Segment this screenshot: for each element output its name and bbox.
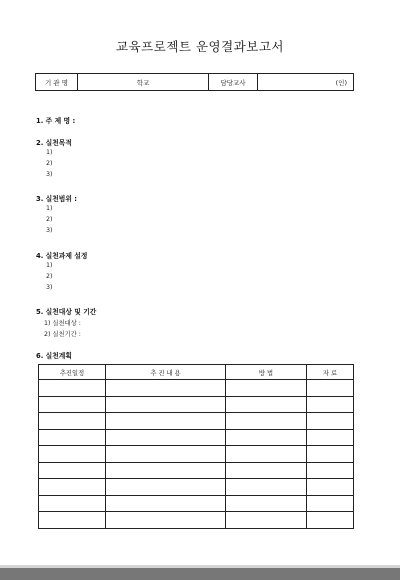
table-cell[interactable] xyxy=(39,495,106,512)
section-3-item-3: 3) xyxy=(46,227,53,234)
section-3-item-1: 1) xyxy=(46,205,53,212)
table-cell[interactable] xyxy=(226,462,307,479)
table-row xyxy=(39,413,354,430)
section-5-heading: 5. 실천대상 및 기간 xyxy=(36,308,97,316)
table-cell[interactable] xyxy=(307,446,354,463)
table-cell[interactable] xyxy=(39,479,106,496)
table-cell[interactable] xyxy=(106,396,226,413)
section-2-heading: 2. 실천목적 xyxy=(36,139,72,147)
table-cell[interactable] xyxy=(106,380,226,397)
table-cell[interactable] xyxy=(39,512,106,529)
table-cell[interactable] xyxy=(106,479,226,496)
table-row xyxy=(39,479,354,496)
header-content: 추 진 내 용 xyxy=(106,365,226,380)
section-1-heading: 1. 주 제 명 : xyxy=(36,117,76,125)
table-cell[interactable] xyxy=(39,462,106,479)
section-4-heading: 4. 실천과제 설정 xyxy=(36,252,88,260)
section-5-item-target: 1) 실천대상 : xyxy=(44,320,81,327)
section-4-item-3: 3) xyxy=(46,284,53,291)
table-cell[interactable] xyxy=(307,380,354,397)
table-row xyxy=(39,380,354,397)
table-row xyxy=(39,429,354,446)
table-cell[interactable] xyxy=(39,429,106,446)
table-cell[interactable] xyxy=(226,495,307,512)
table-row xyxy=(39,512,354,529)
info-table xyxy=(35,73,354,91)
table-cell[interactable] xyxy=(226,429,307,446)
table-cell[interactable] xyxy=(106,462,226,479)
plan-table-header xyxy=(39,365,354,380)
table-row xyxy=(39,495,354,512)
section-6-heading: 6. 실천계획 xyxy=(36,352,72,360)
table-cell[interactable] xyxy=(226,396,307,413)
table-cell[interactable] xyxy=(106,495,226,512)
section-3-item-2: 2) xyxy=(46,216,53,223)
table-cell[interactable] xyxy=(106,429,226,446)
table-cell[interactable] xyxy=(106,413,226,430)
table-cell[interactable] xyxy=(226,479,307,496)
table-cell[interactable] xyxy=(226,512,307,529)
table-row xyxy=(39,446,354,463)
table-cell[interactable] xyxy=(39,413,106,430)
table-cell[interactable] xyxy=(106,446,226,463)
teacher-seal[interactable]: (인) xyxy=(258,74,354,91)
section-4-item-2: 2) xyxy=(46,273,53,280)
header-materials: 자 료 xyxy=(307,365,354,380)
header-schedule: 추진일정 xyxy=(39,365,106,380)
table-cell[interactable] xyxy=(39,380,106,397)
section-2-item-1: 1) xyxy=(46,149,53,156)
table-cell[interactable] xyxy=(307,495,354,512)
table-cell[interactable] xyxy=(226,446,307,463)
footer-bar-dark xyxy=(0,568,400,580)
plan-table xyxy=(38,364,354,529)
institution-label: 기 관 명 xyxy=(36,74,78,91)
header-method: 방 법 xyxy=(226,365,307,380)
table-row xyxy=(39,396,354,413)
section-3-heading: 3. 실천범위 : xyxy=(36,195,78,203)
table-cell[interactable] xyxy=(39,446,106,463)
section-2-item-2: 2) xyxy=(46,160,53,167)
table-row xyxy=(39,462,354,479)
table-cell[interactable] xyxy=(39,396,106,413)
table-cell[interactable] xyxy=(307,429,354,446)
table-cell[interactable] xyxy=(307,462,354,479)
section-5-item-period: 2) 실천기간 : xyxy=(44,331,81,338)
table-cell[interactable] xyxy=(226,380,307,397)
teacher-label: 담당교사 xyxy=(209,74,258,91)
info-row xyxy=(36,74,354,91)
section-2-item-3: 3) xyxy=(46,171,53,178)
institution-value[interactable]: 학교 xyxy=(78,74,209,91)
table-cell[interactable] xyxy=(226,413,307,430)
table-cell[interactable] xyxy=(106,512,226,529)
table-cell[interactable] xyxy=(307,512,354,529)
table-cell[interactable] xyxy=(307,413,354,430)
document-title: 교육프로젝트 운영결과보고서 xyxy=(116,39,284,54)
table-cell[interactable] xyxy=(307,479,354,496)
section-4-item-1: 1) xyxy=(46,262,53,269)
table-cell[interactable] xyxy=(307,396,354,413)
plan-table-body xyxy=(39,380,354,529)
